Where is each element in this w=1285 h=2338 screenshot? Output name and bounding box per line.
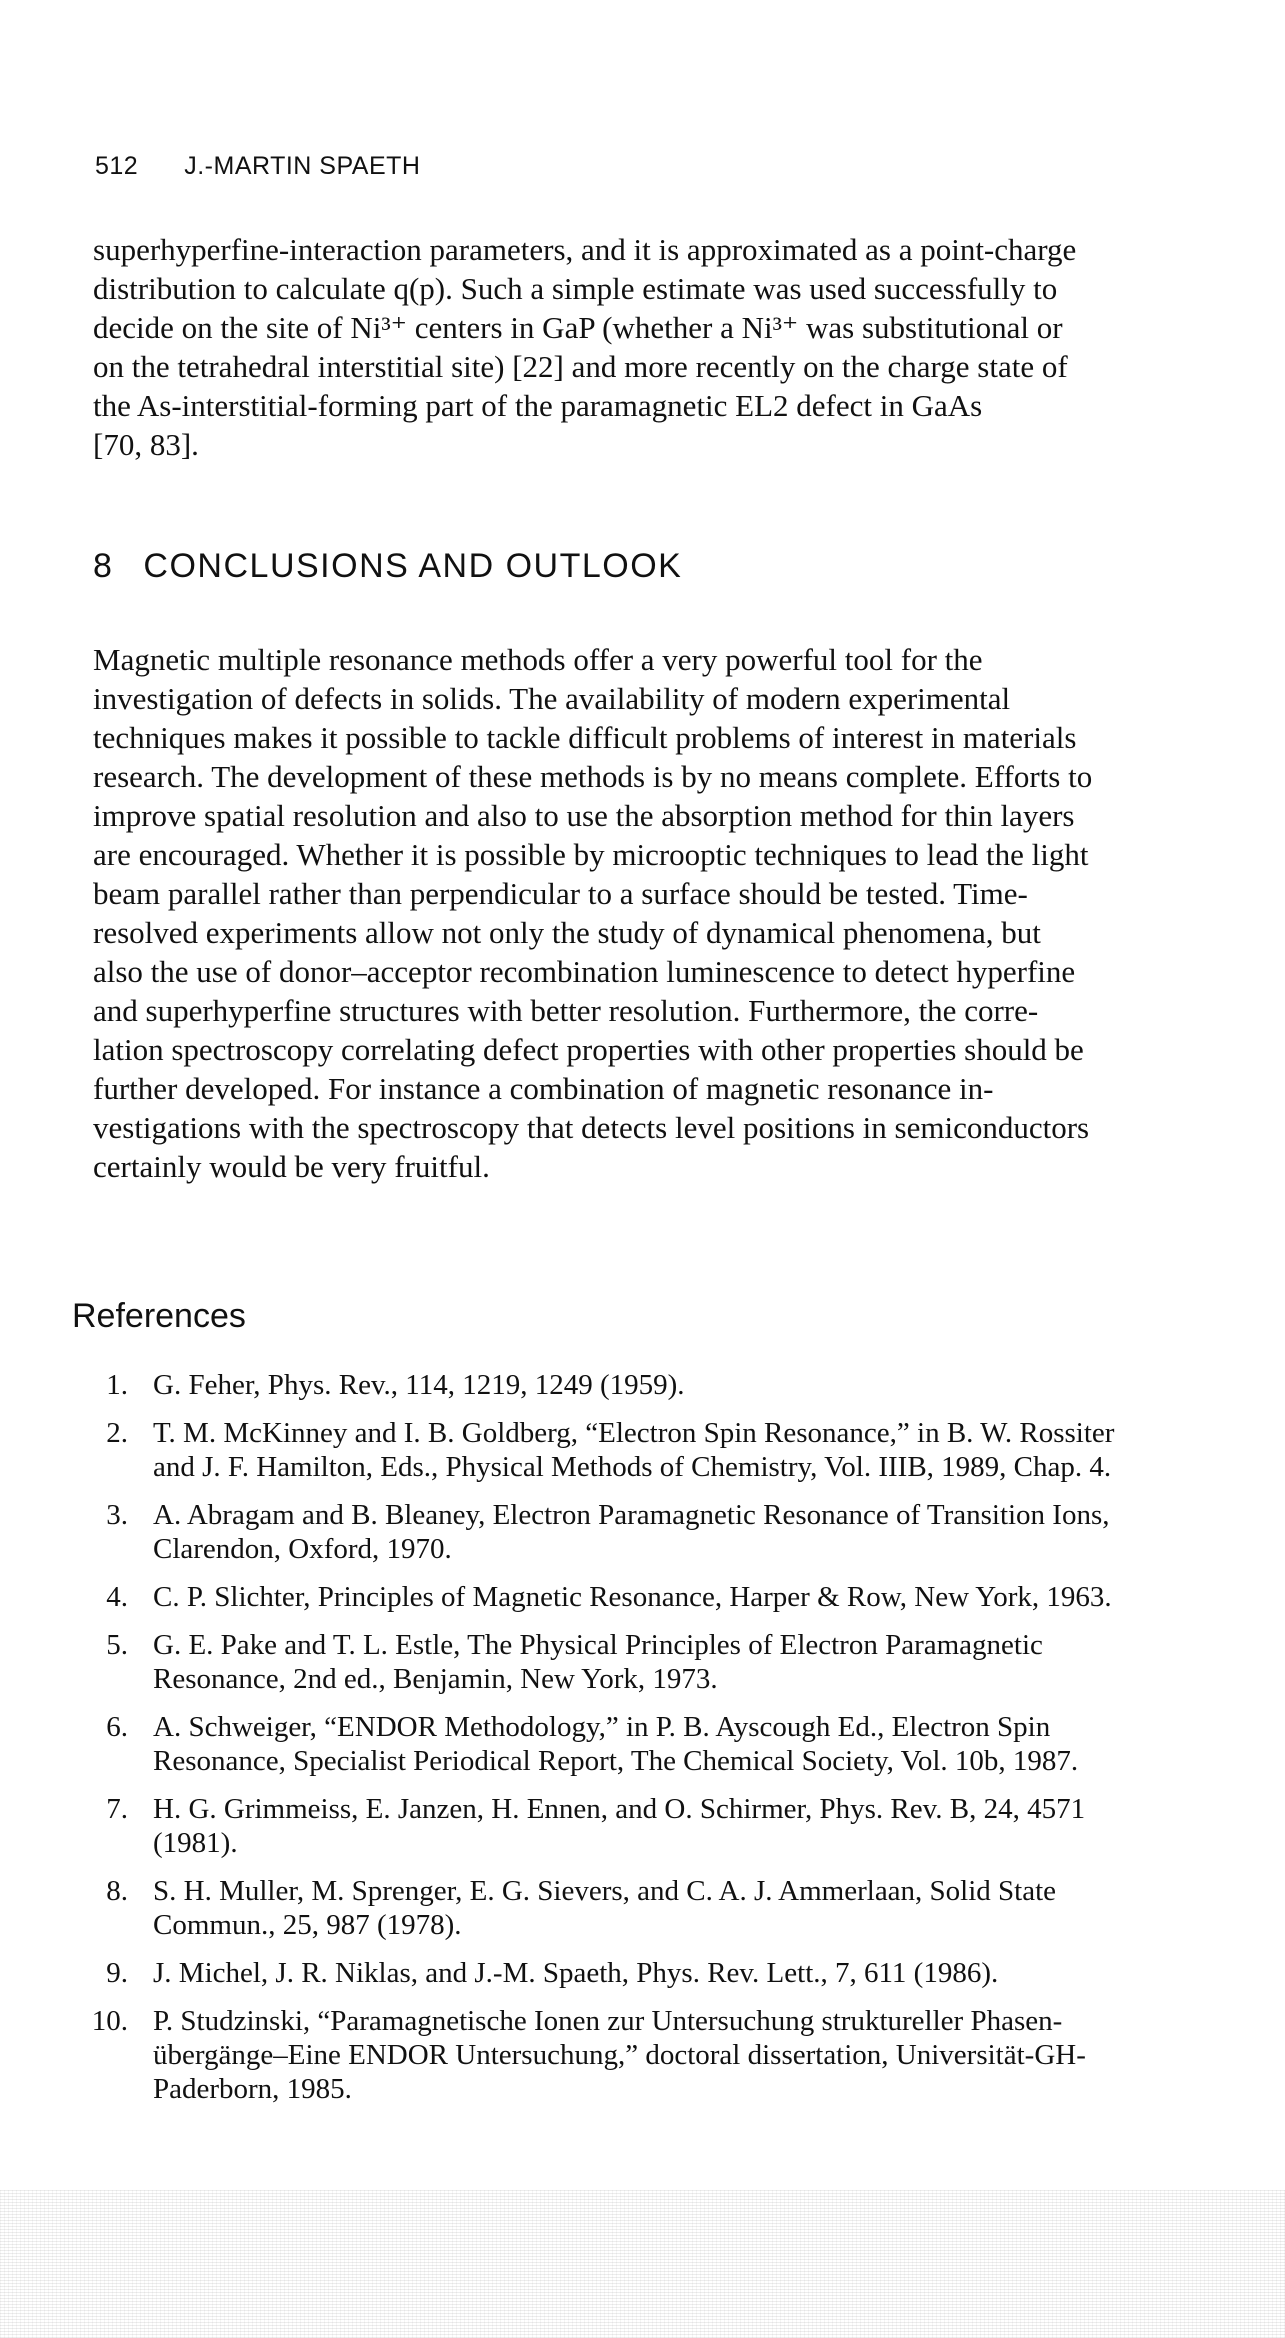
reference-list bbox=[72, 1368, 1272, 2120]
reference-item bbox=[72, 1580, 1272, 1614]
reference-text: übergänge–Eine ENDOR Untersuchung,” doctoral dissertation, Universität-GH- bbox=[153, 2039, 1086, 2071]
reference-text: A. Abragam and B. Bleaney, Electron Paramagnetic Resonance of Transition Ions, bbox=[153, 1499, 1110, 1531]
page-number: 512 bbox=[95, 152, 139, 180]
reference-text: Resonance, 2nd ed., Benjamin, New York, 1973. bbox=[153, 1663, 718, 1695]
reference-number: 2. bbox=[106, 1417, 128, 1449]
reference-item bbox=[72, 1710, 1272, 1778]
reference-text: A. Schweiger, “ENDOR Methodology,” in P. B. Ayscough Ed., Electron Spin bbox=[153, 1711, 1051, 1743]
body-line: beam parallel rather than perpendicular to a surface should be tested. Time- bbox=[93, 876, 1028, 911]
reference-text: (1981). bbox=[153, 1827, 238, 1859]
section-heading bbox=[93, 547, 682, 586]
reference-number: 4. bbox=[106, 1581, 128, 1613]
reference-item bbox=[72, 1628, 1272, 1696]
body-line: investigation of defects in solids. The availability of modern experimental bbox=[93, 681, 1011, 716]
body-line: certainly would be very fruitful. bbox=[93, 1149, 490, 1184]
intro-paragraph bbox=[93, 230, 1258, 464]
intro-line: distribution to calculate q(p). Such a simple estimate was used successfully to bbox=[93, 271, 1058, 306]
intro-line: the As-interstitial-forming part of the paramagnetic EL2 defect in GaAs bbox=[93, 388, 983, 423]
body-line: improve spatial resolution and also to use the absorption method for thin layers bbox=[93, 798, 1075, 833]
reference-item bbox=[72, 1874, 1272, 1942]
scan-noise bbox=[0, 2190, 1285, 2338]
reference-item bbox=[72, 2004, 1272, 2106]
conclusions-paragraph bbox=[93, 640, 1258, 1186]
body-line: also the use of donor–acceptor recombination luminescence to detect hyperfine bbox=[93, 954, 1076, 989]
reference-item bbox=[72, 1792, 1272, 1860]
reference-text: G. E. Pake and T. L. Estle, The Physical Principles of Electron Paramagnetic bbox=[153, 1629, 1043, 1661]
reference-text: H. G. Grimmeiss, E. Janzen, H. Ennen, and O. Schirmer, Phys. Rev. B, 24, 4571 bbox=[153, 1793, 1086, 1825]
intro-line: superhyperfine-interaction parameters, and it is approximated as a point-charge bbox=[93, 232, 1077, 267]
reference-text: P. Studzinski, “Paramagnetische Ionen zur Untersuchung struktureller Phasen- bbox=[153, 2005, 1063, 2037]
references-heading: References bbox=[72, 1297, 246, 1335]
author-name: J.-MARTIN SPAETH bbox=[184, 152, 421, 180]
intro-line: decide on the site of Ni³⁺ centers in GaP (whether a Ni³⁺ was substitutional or bbox=[93, 310, 1063, 345]
reference-item bbox=[72, 1416, 1272, 1484]
reference-number: 9. bbox=[106, 1957, 128, 1989]
body-line: further developed. For instance a combination of magnetic resonance in- bbox=[93, 1071, 994, 1106]
reference-text: Clarendon, Oxford, 1970. bbox=[153, 1533, 452, 1565]
reference-item bbox=[72, 1498, 1272, 1566]
intro-line: [70, 83]. bbox=[93, 427, 199, 462]
reference-text: Resonance, Specialist Periodical Report, The Chemical Society, Vol. 10b, 1987. bbox=[153, 1745, 1079, 1777]
reference-text: G. Feher, Phys. Rev., 114, 1219, 1249 (1959). bbox=[153, 1369, 685, 1401]
body-line: are encouraged. Whether it is possible by microoptic techniques to lead the light bbox=[93, 837, 1089, 872]
reference-number: 7. bbox=[106, 1793, 128, 1825]
reference-number: 5. bbox=[106, 1629, 128, 1661]
reference-text: C. P. Slichter, Principles of Magnetic Resonance, Harper & Row, New York, 1963. bbox=[153, 1581, 1112, 1613]
reference-text: and J. F. Hamilton, Eds., Physical Methods of Chemistry, Vol. IIIB, 1989, Chap. 4. bbox=[153, 1451, 1112, 1483]
reference-number: 3. bbox=[106, 1499, 128, 1531]
body-line: resolved experiments allow not only the study of dynamical phenomena, but bbox=[93, 915, 1041, 950]
body-line: vestigations with the spectroscopy that detects level positions in semiconductors bbox=[93, 1110, 1090, 1145]
reference-number: 8. bbox=[106, 1875, 128, 1907]
intro-line: on the tetrahedral interstitial site) [22] and more recently on the charge state of bbox=[93, 349, 1068, 384]
reference-number: 10. bbox=[91, 2005, 128, 2037]
body-line: and superhyperfine structures with better resolution. Furthermore, the corre- bbox=[93, 993, 1039, 1028]
reference-text: J. Michel, J. R. Niklas, and J.-M. Spaeth, Phys. Rev. Lett., 7, 611 (1986). bbox=[153, 1957, 999, 1989]
section-title: CONCLUSIONS AND OUTLOOK bbox=[143, 547, 683, 585]
reference-item bbox=[72, 1956, 1272, 1990]
reference-text: Paderborn, 1985. bbox=[153, 2073, 352, 2105]
running-header bbox=[95, 152, 420, 181]
reference-text: T. M. McKinney and I. B. Goldberg, “Electron Spin Resonance,” in B. W. Rossiter bbox=[153, 1417, 1115, 1449]
reference-item bbox=[72, 1368, 1272, 1402]
reference-text: Commun., 25, 987 (1978). bbox=[153, 1909, 462, 1941]
body-line: research. The development of these methods is by no means complete. Efforts to bbox=[93, 759, 1093, 794]
reference-number: 6. bbox=[106, 1711, 128, 1743]
body-line: lation spectroscopy correlating defect properties with other properties should be bbox=[93, 1032, 1084, 1067]
body-line: Magnetic multiple resonance methods offer a very powerful tool for the bbox=[93, 642, 983, 677]
section-number: 8 bbox=[93, 547, 114, 585]
body-line: techniques makes it possible to tackle difficult problems of interest in materials bbox=[93, 720, 1077, 755]
reference-number: 1. bbox=[106, 1369, 128, 1401]
reference-text: S. H. Muller, M. Sprenger, E. G. Sievers, and C. A. J. Ammerlaan, Solid State bbox=[153, 1875, 1057, 1907]
